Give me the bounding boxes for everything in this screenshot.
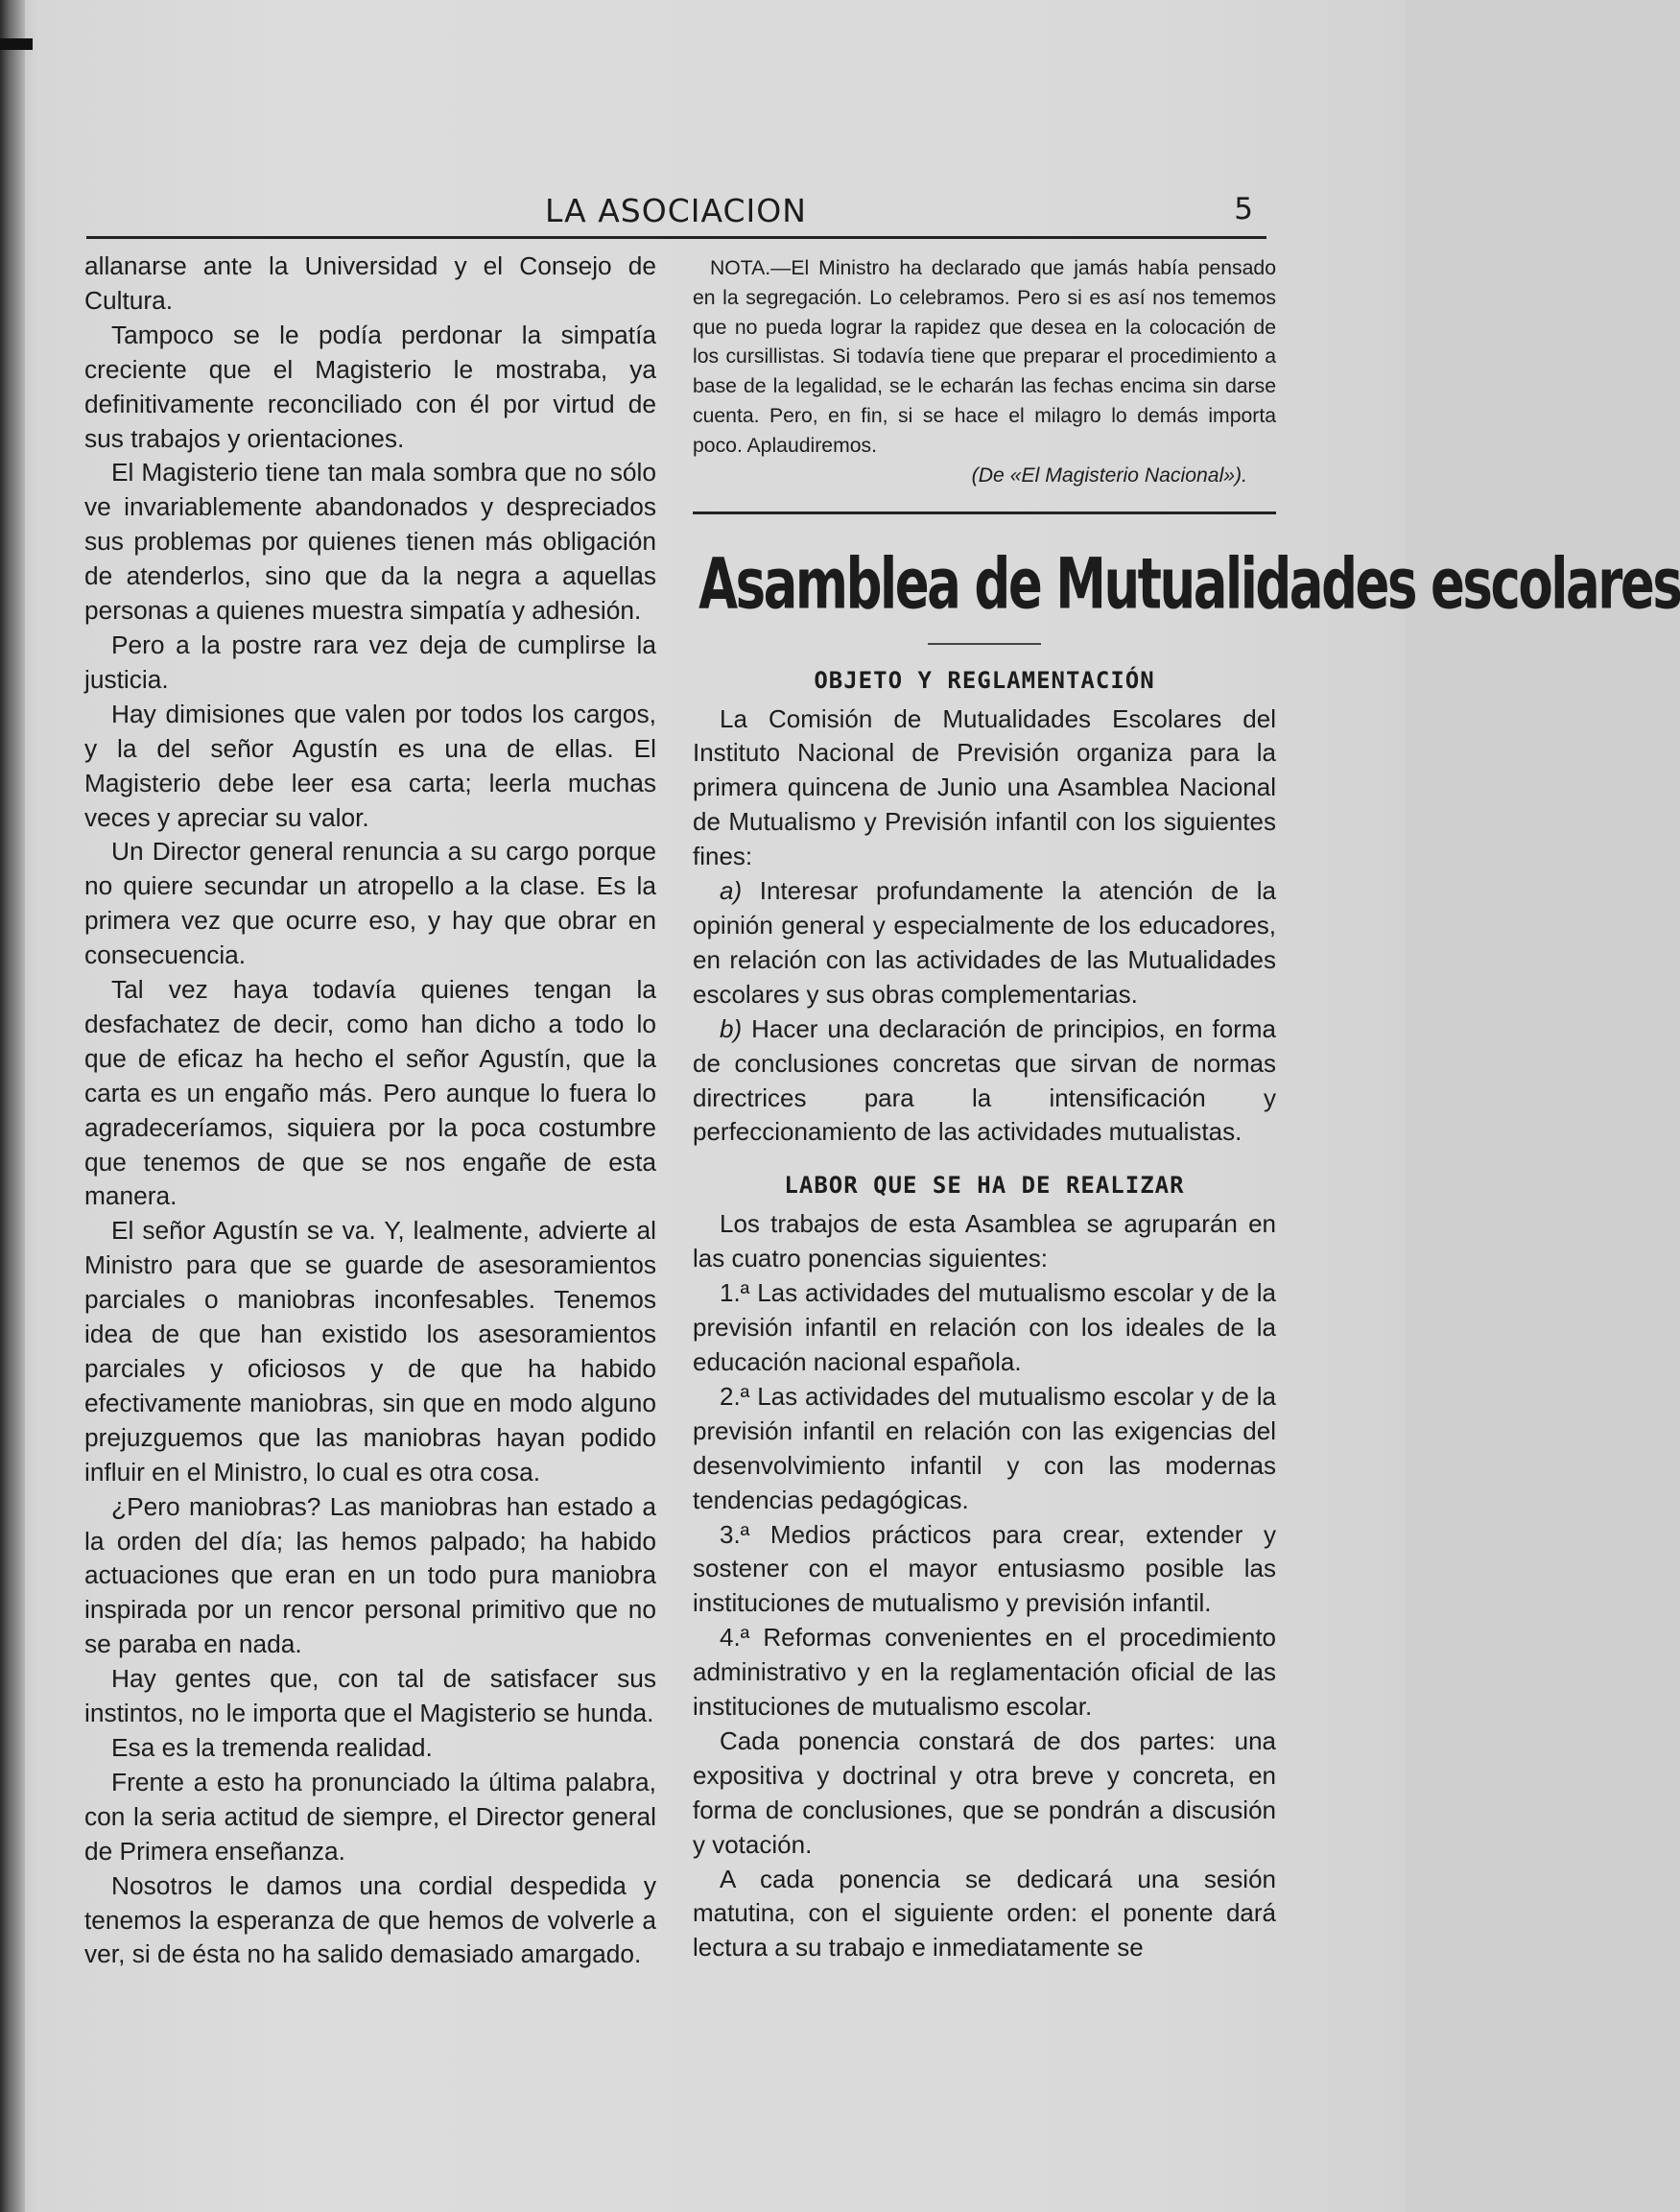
paragraph: Tal vez haya todavía quienes tengan la desfachatez de decir, como han dicho a todo lo que de eficaz ha hecho el señor Agustín, que la carta es un engaño más. Pero aunque lo fuera lo agradeceríamos, siquiera por la poca costumbre que tenemos de que se nos engañe de esta manera.	[84, 975, 656, 1211]
paragraph: Tampoco se le podía perdonar la simpatía creciente que el Magisterio le mostraba, ya definitivamente reconciliado con él por virtud de sus trabajos y orientaciones.	[84, 320, 656, 453]
ponencia-item: 3.ª Medios prácticos para crear, extender y sostener con el mayor entusiasmo posible las instituciones de mutualismo y previsión infantil.	[693, 1519, 1276, 1618]
right-column	[693, 254, 1680, 1965]
aim-item-a	[693, 874, 1276, 1012]
ponencia-item: 1.ª Las actividades del mutualismo escolar y de la previsión infantil en relación con los ideales de la educación nacional española.	[693, 1278, 1276, 1376]
paragraph: Pero a la postre rara vez deja de cumplirse la justicia.	[84, 630, 656, 694]
left-column	[84, 250, 656, 1972]
aim-letter: a)	[720, 876, 743, 906]
page-number: 5	[1234, 192, 1253, 226]
paragraph: Esa es la tremenda realidad.	[111, 1732, 433, 1762]
paragraph: Los trabajos de esta Asamblea se agruparán en las cuatro ponencias siguientes:	[693, 1209, 1276, 1273]
paragraph: Hay gentes que, con tal de satisfacer sus instintos, no le importa que el Magisterio se hunda.	[84, 1664, 656, 1728]
article-body	[693, 702, 1276, 1151]
paragraph: Nosotros le damos una cordial despedida y tenemos la esperanza de que hemos de volverle a ver, si de ésta no ha salido demasiado amargado.	[84, 1870, 656, 1969]
paragraph: La Comisión de Mutualidades Escolares del Instituto Nacional de Previsión organiza para la primera quincena de Junio una Asamblea Nacional de Mutualismo y Previsión infantil con los siguientes fines:	[693, 703, 1276, 871]
article-body	[693, 1207, 1276, 1965]
running-header	[86, 188, 1266, 242]
title-underline	[928, 643, 1041, 645]
paragraph: ¿Pero maniobras? Las maniobras han estado a la orden del día; las hemos palpado; ha habido actuaciones que eran en un todo pura maniobra inspirada por un rencor personal primitivo que no se paraba en nada.	[84, 1491, 656, 1659]
paragraph: Un Director general renuncia a su cargo porque no quiere secundar un atropello a la clase. Es la primera vez que ocurre eso, y hay que obrar en consecuencia.	[84, 837, 656, 970]
aim-item-b	[693, 1012, 1276, 1151]
ponencia-item: 4.ª Reformas convenientes en el procedimiento administrativo y en la reglamentación oficial de las instituciones de mutualismo escolar.	[693, 1623, 1276, 1722]
paragraph: El señor Agustín se va. Y, lealmente, advierte al Ministro para que se guarde de asesoramientos parciales o maniobras inconfesables. Tenemos idea de que han existido los asesoramientos parciales y oficiosos y de que ha habido efectivamente maniobras, sin que en modo alguno prejuzguemos que las maniobras hayan podido influir en el Ministro, lo cual es otra cosa.	[84, 1216, 656, 1487]
paragraph: Cada ponencia constará de dos partes: una expositiva y doctrinal y otra breve y concreta, en forma de conclusiones, que se pondrán a discusión y votación.	[693, 1725, 1276, 1859]
paragraph: allanarse ante la Universidad y el Consejo de Cultura.	[84, 251, 656, 315]
aim-text: Hacer una declaración de principios, en forma de conclusiones concretas que sirvan de normas directrices para la intensificación y perfeccionamiento de las actividades mutualistas.	[693, 1013, 1276, 1147]
ponencia-item: 2.ª Las actividades del mutualismo escolar y de la previsión infantil en relación con las exigencias del desenvolvimiento infantil y con las modernas tendencias pedagógicas.	[693, 1381, 1276, 1514]
note-text: NOTA.—El Ministro ha declarado que jamás había pensado en la segregación. Lo celebramos. Pero si es así nos tememos que no pueda lograr la rapidez que desea en la colocación de los cursillistas. Si todavía tiene que preparar el procedimiento a base de la legalidad, se le echarán las fechas encima sin darse cuenta. Pero, en fin, si se hace el milagro lo demás importa poco. Aplaudiremos.	[693, 257, 1276, 457]
aim-text: Interesar profundamente la atención de la opinión general y especialmente de los educadores, en relación con las actividades de las Mutualidades escolares y sus obras complementarias.	[693, 876, 1276, 1009]
paragraph: Frente a esto ha pronunciado la última palabra, con la seria actitud de siempre, el Director general de Primera enseñanza.	[84, 1767, 656, 1866]
paragraph: El Magisterio tiene tan mala sombra que no sólo ve invariablemente abandonados y despreciados sus problemas por quienes tienen más obligación de atenderlos, sino que da la negra a aquellas personas a quienes muestra simpatía y adhesión.	[84, 458, 656, 626]
header-rule	[86, 236, 1266, 239]
section-heading: LABOR QUE SE HA DE REALIZAR	[784, 1172, 1185, 1200]
section-divider	[693, 511, 1276, 514]
note-source: (De «El Magisterio Nacional»).	[971, 464, 1247, 487]
page-spine-shadow	[0, 0, 25, 2212]
editorial-note	[693, 254, 1276, 490]
binding-mark	[0, 38, 33, 50]
paragraph: A cada ponencia se dedicará una sesión matutina, con el siguiente orden: el ponente dará lectura a su trabajo e inmediatamente se	[693, 1864, 1276, 1962]
aim-letter: b)	[720, 1013, 743, 1043]
paragraph: Hay dimisiones que valen por todos los cargos, y la del señor Agustín es una de ellas. El Magisterio debe leer esa carta; leerla muchas veces y apreciar su valor.	[84, 699, 656, 832]
section-heading: OBJETO Y REGLAMENTACIÓN	[814, 666, 1155, 694]
article-title: Asamblea de Mutualidades escolares	[698, 542, 1680, 625]
publication-title: LA ASOCIACION	[545, 192, 807, 229]
